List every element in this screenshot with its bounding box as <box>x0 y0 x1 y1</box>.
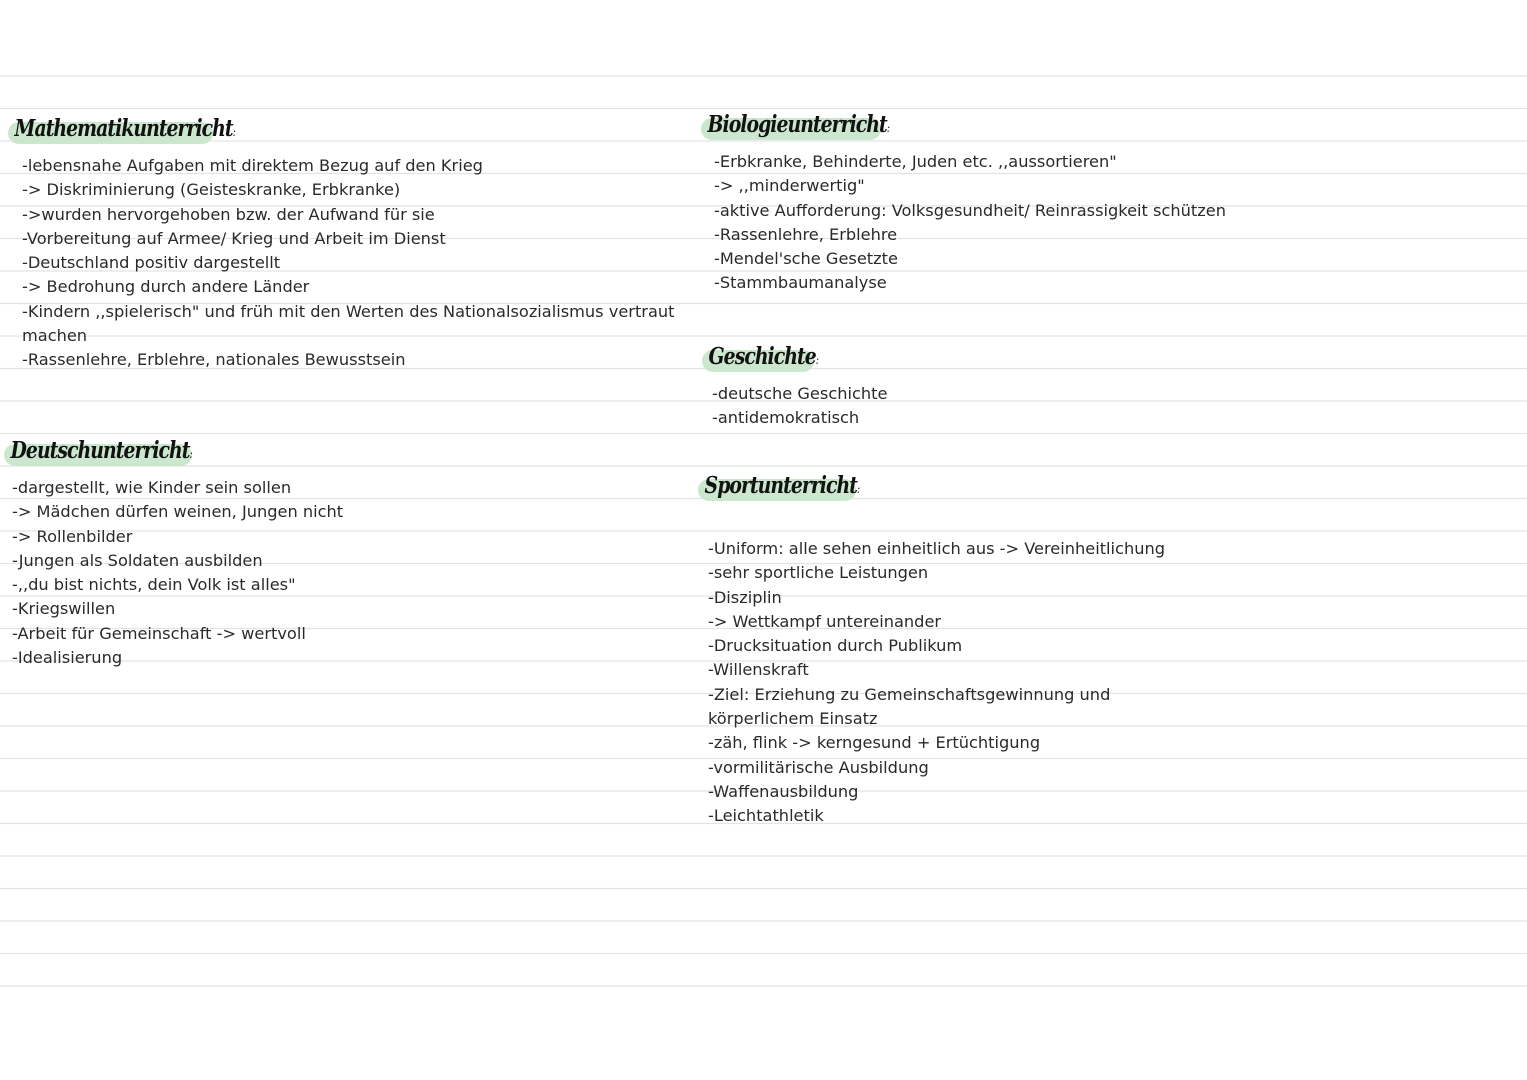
list-item: -Kriegswillen <box>12 599 116 619</box>
list-item: ->wurden hervorgehoben bzw. der Aufwand für sie <box>22 204 435 224</box>
list-item: -> Mädchen dürfen weinen, Jungen nicht <box>12 502 344 522</box>
section-geschichte <box>702 342 887 431</box>
section-deutsch <box>4 436 343 670</box>
list-item: -> Bedrohung durch andere Länder <box>22 277 310 297</box>
list-item: -sehr sportliche Leistungen <box>708 563 929 583</box>
heading-sport: Sportunterricht: <box>698 471 896 505</box>
list-item: -Willenskraft <box>708 660 809 680</box>
list-item: -Disziplin <box>708 587 782 607</box>
heading-geschichte: Geschichte: <box>702 342 845 376</box>
list-item: -> Rollenbilder <box>12 526 133 546</box>
list-item: -Mendel'sche Gesetzte <box>714 249 898 269</box>
list-item: -Idealisierung <box>12 648 123 668</box>
list-item: -Stammbaumanalyse <box>714 273 887 293</box>
heading-deutsch: Deutschunterricht: <box>4 436 234 470</box>
list-deutsch <box>12 476 343 670</box>
list-item: -Ziel: Erziehung zu Gemeinschaftsgewinnung und <box>708 684 1111 704</box>
list-item: -Erbkranke, Behinderte, Juden etc. ,,aussortieren" <box>714 152 1117 171</box>
list-item: -zäh, flink -> kerngesund + Ertüchtigung <box>708 733 1041 753</box>
list-biologie <box>714 150 1226 296</box>
list-item: -deutsche Geschichte <box>712 384 888 403</box>
list-mathematik <box>22 154 675 373</box>
list-item: -vormilitärische Ausbildung <box>708 757 929 777</box>
list-item: -Kindern ,,spielerisch" und früh mit den Werten des Nationalsozialismus vertraut <box>22 301 675 321</box>
list-item: machen <box>22 326 88 346</box>
list-item: -> Wettkampf untereinander <box>708 611 942 631</box>
list-item: -Deutschland positiv dargestellt <box>22 253 281 273</box>
list-item: -,,du bist nichts, dein Volk ist alles" <box>12 575 296 595</box>
list-item: -Vorbereitung auf Armee/ Krieg und Arbeit im Dienst <box>22 228 446 248</box>
list-item: -Drucksituation durch Publikum <box>708 636 963 656</box>
list-item: -antidemokratisch <box>712 408 860 428</box>
section-biologie <box>701 110 1226 296</box>
list-item: -Uniform: alle sehen einheitlich aus -> Vereinheitlichung <box>708 539 1166 558</box>
list-item: -Waffenausbildung <box>708 781 859 801</box>
list-item: -Rassenlehre, Erblehre, nationales Bewusstsein <box>22 350 406 370</box>
heading-title: Mathematikunterricht <box>14 115 233 142</box>
heading-title: Deutschunterricht <box>10 437 190 464</box>
list-item: -Arbeit für Gemeinschaft -> wertvoll <box>12 623 306 643</box>
list-item: -Jungen als Soldaten ausbilden <box>12 550 263 570</box>
heading-mathematik: Mathematikunterricht: <box>8 114 286 148</box>
list-item: -Leichtathletik <box>708 806 824 826</box>
list-item: -> Diskriminierung (Geisteskranke, Erbkranke) <box>22 180 401 200</box>
list-item: -aktive Aufforderung: Volksgesundheit/ Reinrassigkeit schützen <box>714 200 1226 220</box>
section-sport <box>698 471 1165 829</box>
list-sport <box>708 537 1165 829</box>
list-item: -> ,,minderwertig" <box>714 176 865 196</box>
list-geschichte <box>712 382 887 431</box>
heading-title: Biologieunterricht <box>707 111 887 138</box>
list-item: -Rassenlehre, Erblehre <box>714 224 898 244</box>
heading-title: Sportunterricht <box>704 472 857 499</box>
list-item: körperlichem Einsatz <box>708 709 878 729</box>
list-item: -dargestellt, wie Kinder sein sollen <box>12 478 292 497</box>
heading-biologie: Biologieunterricht: <box>701 110 932 144</box>
section-mathematik <box>8 114 675 373</box>
list-item: -lebensnahe Aufgaben mit direktem Bezug auf den Krieg <box>22 156 483 175</box>
heading-title: Geschichte <box>708 343 816 370</box>
